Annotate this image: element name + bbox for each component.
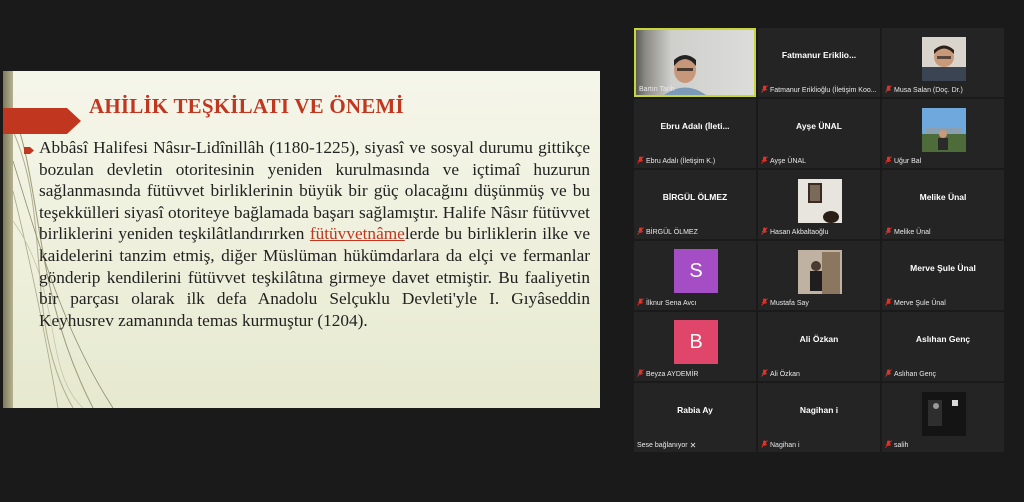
close-icon[interactable]: ✕ xyxy=(689,441,697,450)
title-arrow-decoration xyxy=(3,108,81,134)
participant-tile[interactable] xyxy=(758,28,880,97)
participant-tile[interactable] xyxy=(882,28,1004,97)
participant-caption xyxy=(885,440,908,450)
participant-gallery xyxy=(634,28,1006,456)
participant-caption xyxy=(761,440,800,450)
microphone-muted-icon xyxy=(761,369,768,379)
participant-avatar: S xyxy=(674,249,718,293)
participant-tile[interactable] xyxy=(634,383,756,452)
participant-tile[interactable] xyxy=(882,312,1004,381)
participant-name: Bartın Tarih xyxy=(639,86,675,93)
participant-caption xyxy=(885,227,931,237)
participant-tile[interactable] xyxy=(758,170,880,239)
participant-name: Melike Ünal xyxy=(894,228,931,236)
participant-display-name: Rabia Ay xyxy=(677,405,713,415)
microphone-muted-icon xyxy=(761,440,768,450)
participant-name: Uğur Bal xyxy=(894,157,922,165)
participant-name: Ali Özkan xyxy=(770,370,800,378)
participant-name: Nagihan i xyxy=(770,441,800,449)
microphone-muted-icon xyxy=(761,85,768,95)
participant-caption xyxy=(761,298,809,308)
participant-name: Aslıhan Genç xyxy=(894,370,937,378)
participant-tile[interactable] xyxy=(634,170,756,239)
microphone-muted-icon xyxy=(761,227,768,237)
participant-caption xyxy=(637,227,698,237)
microphone-muted-icon xyxy=(637,369,644,379)
microphone-muted-icon xyxy=(637,156,644,166)
microphone-muted-icon xyxy=(885,440,892,450)
participant-photo xyxy=(798,250,842,294)
participant-tile[interactable] xyxy=(758,99,880,168)
slide-body-highlight: fütüvvetnâme xyxy=(309,224,405,244)
participant-name: Ebru Adalı (İletişim K.) xyxy=(646,157,716,165)
participant-tile[interactable] xyxy=(758,383,880,452)
participant-caption xyxy=(637,369,698,379)
participant-display-name: Aslıhan Genç xyxy=(915,334,971,344)
participant-caption xyxy=(761,85,877,95)
participant-caption xyxy=(637,156,715,166)
participant-caption xyxy=(885,369,936,379)
participant-display-name: Ayşe ÜNAL xyxy=(796,121,842,131)
participant-name: Musa Salan (Doç. Dr.) xyxy=(894,86,963,94)
participant-name: Hasan Akbaltaoğlu xyxy=(770,228,829,236)
participant-name: salih xyxy=(894,441,909,449)
microphone-muted-icon xyxy=(885,85,892,95)
slide-body-text xyxy=(39,137,590,331)
microphone-muted-icon xyxy=(637,227,644,237)
participant-caption xyxy=(885,156,921,166)
microphone-muted-icon xyxy=(885,298,892,308)
participant-display-name: BİRGÜL ÖLMEZ xyxy=(662,192,728,202)
participant-tile[interactable] xyxy=(882,170,1004,239)
participant-display-name: Melike Ünal xyxy=(919,192,967,202)
microphone-muted-icon xyxy=(761,156,768,166)
participant-name: Mustafa Say xyxy=(770,299,809,307)
participant-display-name: Ebru Adalı (İleti... xyxy=(660,121,730,131)
participant-caption xyxy=(639,86,675,93)
participant-tile[interactable] xyxy=(634,312,756,381)
participant-photo xyxy=(798,179,842,223)
participant-caption xyxy=(637,298,696,308)
participant-photo xyxy=(922,392,966,436)
microphone-muted-icon xyxy=(885,156,892,166)
participant-tile[interactable] xyxy=(758,312,880,381)
participant-display-name: Ali Özkan xyxy=(799,334,839,344)
participant-tile[interactable] xyxy=(634,241,756,310)
participant-avatar: B xyxy=(674,320,718,364)
slide-title: AHİLİK TEŞKİLATI VE ÖNEMİ xyxy=(89,94,404,118)
participant-tile[interactable] xyxy=(882,99,1004,168)
participant-name: Fatmanur Eriklioğlu (İletişim Koo... xyxy=(770,86,877,94)
participant-name: Sese bağlanıyor xyxy=(637,442,688,449)
participant-display-name: Merve Şule Ünal xyxy=(910,263,976,273)
participant-name: Ayşe ÜNAL xyxy=(770,157,807,165)
participant-photo xyxy=(922,37,966,81)
participant-caption xyxy=(637,441,696,450)
participant-display-name: Fatmanur Eriklio... xyxy=(781,50,857,60)
slide-body-part-2: lerde bu birliklerin ilke ve kaidelerini tanzim etmiş, diğer Müslüman hükümdarlara da elçi ve fermanlar gönderip kendilerini fütüvvet teşkilâtına girmeye davet etmiştir. Bu faaliyetin bir parçası olarak ilk defa Anadolu Selçuklu Devleti'yle I. Gıyâseddin Keyhusrev zamanında temas kurmuştur (1204). xyxy=(39,224,590,330)
participant-tile[interactable] xyxy=(882,383,1004,452)
participant-name: BİRGÜL ÖLMEZ xyxy=(646,228,698,236)
participant-tile[interactable] xyxy=(634,28,756,97)
microphone-muted-icon xyxy=(637,298,644,308)
participant-caption xyxy=(885,85,963,95)
slide-body-part-1: Abbâsî Halifesi Nâsır-Lidînillâh (1180-1225), siyasî ve sosyal durumu gittikçe bozulan devletin otoritesinin yeniden kurulmasında ve içtimaî huzurun sağlanmasında fütüvvet birliklerinin büyük bir güç olacağını düşünmüş ve bu teşekkülleri siyasî otoriteye bağlamada başarı sağlamıştır. Halife Nâsır fütüvvet birliklerini yeniden teşkilâtlandırırken xyxy=(39,138,590,244)
participant-display-name: Nagihan i xyxy=(799,405,839,415)
participant-caption xyxy=(761,227,828,237)
microphone-muted-icon xyxy=(761,298,768,308)
participant-name: Beyza AYDEMİR xyxy=(646,370,699,378)
participant-caption xyxy=(885,298,946,308)
microphone-muted-icon xyxy=(885,227,892,237)
participant-photo xyxy=(922,108,966,152)
participant-tile[interactable] xyxy=(634,99,756,168)
participant-name: İlknur Sena Avcı xyxy=(646,299,697,307)
participant-tile[interactable] xyxy=(758,241,880,310)
participant-caption xyxy=(761,156,806,166)
participant-tile[interactable] xyxy=(882,241,1004,310)
presentation-slide xyxy=(3,71,600,408)
participant-caption xyxy=(761,369,800,379)
participant-name: Merve Şule Ünal xyxy=(894,299,946,307)
microphone-muted-icon xyxy=(885,369,892,379)
